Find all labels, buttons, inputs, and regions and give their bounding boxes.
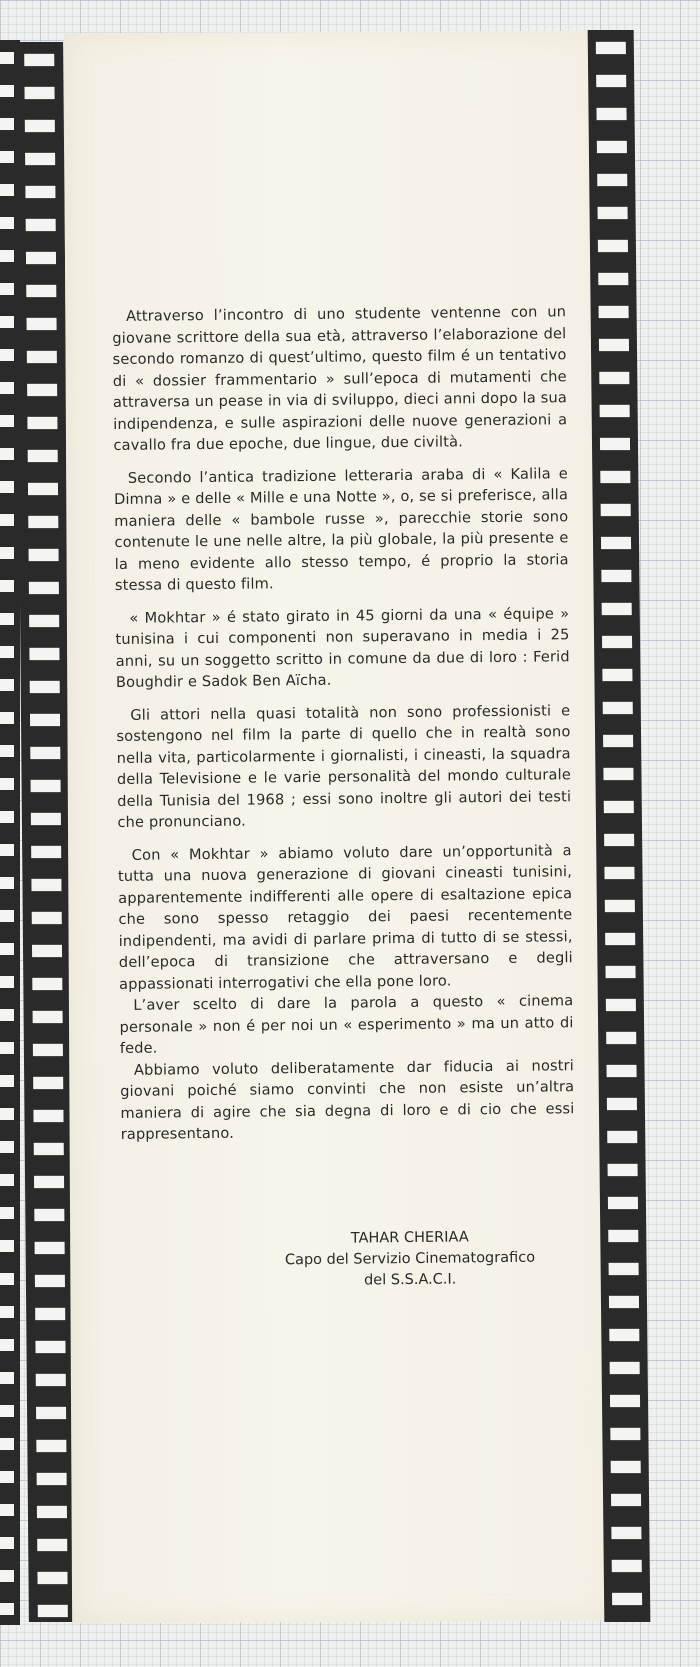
signature-role: Capo del Servizio Cinematografico <box>284 1249 536 1269</box>
signature-block <box>230 1226 591 1293</box>
body-text <box>112 301 575 1156</box>
paragraph-2: Secondo l’antica tradizione letteraria araba di « Kalila e Dimna » e delle « Mille e una Notte », o, se si preferisce, alla maniera delle « bambole russe », parecchie storie sono contenute le une nelle altre, la più globale, la più presente e la meno evidente allo stesso tempo, é proprio la storia stessa di questo film. <box>113 464 569 594</box>
paragraph-3: « Mokhtar » é stato girato in 45 giorni da una « équipe » tunisina i cui componenti non superavano in media i 25 anni, su un soggetto scritto in comune da due di loro : Ferid Boughdir e Sadok Ben Aïcha. <box>115 604 570 691</box>
signature-org: del S.S.A.C.I. <box>363 1271 457 1289</box>
paragraph-4: Gli attori nella quasi totalità non sono professionisti e sostengono nel film la parte di quello che in realtà sono nella vita, particolarmente i giornalisti, i cineasti, la squadra della Televisione e le varie personalità del mondo culturale della Tunisia del 1968 ; essi sono inoltre gli autori dei testi che pronunciano. <box>116 701 572 831</box>
paragraph-1: Attraverso l’incontro di uno studente ventenne con un giovane scrittore della sua età, attraverso l’elaborazione del secondo romanzo di quest’ultimo, questo film é un tentativo di « dossier frammentario » sull’epoca di mutamenti che attraversa un pease in via di sviluppo, dieci anni dopo la sua indipendenza, e sulle aspirazioni delle nuove generazioni a cavallo fra due epoche, due lingue, due civiltà. <box>112 303 568 454</box>
signature-name: TAHAR CHERIAA <box>350 1229 469 1247</box>
paragraph-6: L’aver scelto di dare la parola a questo « cinema personale » non é per noi un « esperimento » ma un atto di fede. <box>119 992 574 1057</box>
paragraph-5: Con « Mokhtar » abiamo voluto dare un’opportunità a tutta una nuova generazione di giovani cineasti tunisini, apparentemente indifferenti alle opere di esaltazione epica che sono spesso retaggio dei paesi recentemente indipendenti, ma avidi di parlare prima di tutto di se stessi, dell’epoca di transizione che attraversano e degli appassionati interrogativi che ella pone loro. <box>117 841 573 993</box>
paragraph-7: Abbiamo voluto deliberatamente dar fiducia ai nostri giovani poiché siamo convinti che non esiste un’altra maniera di agire che sia degna di loro e di cio che essi rappresentano. <box>120 1056 575 1143</box>
